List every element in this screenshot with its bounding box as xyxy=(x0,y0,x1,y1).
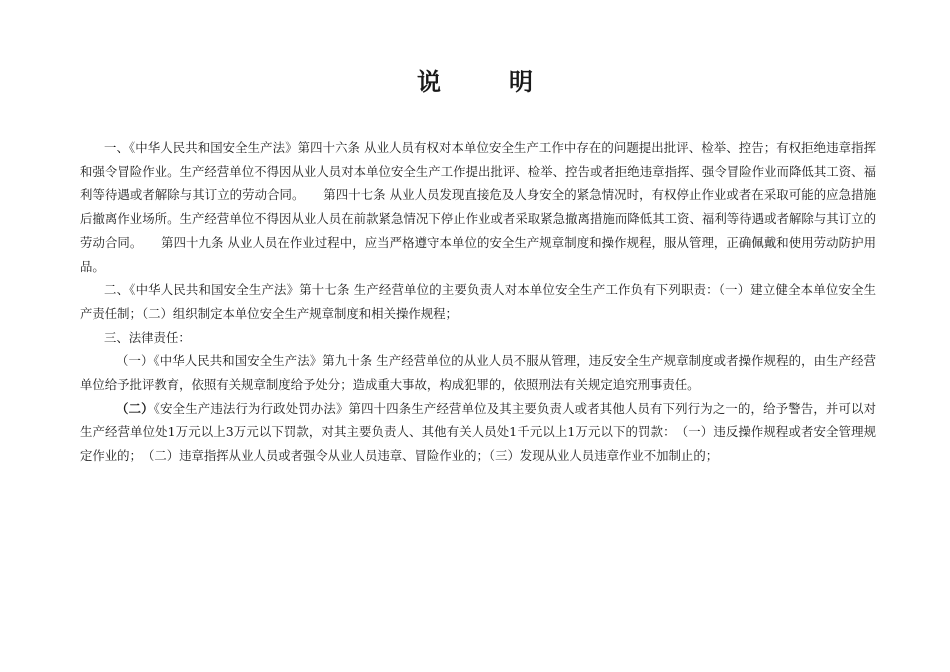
paragraph-legal-liability-heading: 三、法律责任： xyxy=(104,329,191,345)
paragraph-liability-item-1: （一）《中华人民共和国安全生产法》第九十条 生产经营单位的从业人员不服从管理，违反安全生产规章制度或者操作规程的，由生产经营单位给予批评教育，依照有关规章制度给予处分；造成重大事故，构成犯罪的，依照刑法有关规定追究刑事责任。 xyxy=(80,353,876,393)
document-title: 说 明 xyxy=(417,67,555,96)
document-body xyxy=(80,136,876,468)
paragraph-liability-item-2 xyxy=(80,397,876,468)
paragraph-safety-law-article-17: 二、《中华人民共和国安全生产法》第十七条 生产经营单位的主要负责人对本单位安全生产工作负有下列职责：（一）建立健全本单位安全生产责任制；（二）组织制定本单位安全生产规章制度和相关操作规程； xyxy=(80,282,876,321)
liability-item-2-text: 《安全生产违法行为行政处罚办法》第四十四条生产经营单位及其主要负责人或者其他人员有下列行为之一的，给予警告，并可以对生产经营单位处1万元以上3万元以下罚款，对其主要负责人、其他有关人员处1千元以上1万元以下的罚款： （一）违反操作规程或者安全管理规定作业的； （二）违章指挥从业人员或者强令从业人员违章、冒险作业的；（三）发现从业人员违章作业不加制止的； xyxy=(80,400,876,464)
liability-item-2-number: （二） xyxy=(116,400,154,416)
paragraph-safety-law-article-46: 一、《中华人民共和国安全生产法》第四十六条 从业人员有权对本单位安全生产工作中存在的问题提出批评、检举、控告；有权拒绝违章指挥和强令冒险作业。生产经营单位不得因从业人员对本单位安全生产工作提出批评、检举、控告或者拒绝违章指挥、强令冒险作业而降低其工资、福利等待遇或者解除与其订立的劳动合同。 第四十七条 从业人员发现直接危及人身安全的紧急情况时，有权停止作业或者在采取可能的应急措施后撤离作业场所。生产经营单位不得因从业人员在前款紧急情况下停止作业或者采取紧急撤离措施而降低其工资、福利等待遇或者解除与其订立的劳动合同。 第四十九条 从业人员在作业过程中，应当严格遵守本单位的安全生产规章制度和操作规程，服从管理，正确佩戴和使用劳动防护用品。 xyxy=(80,140,876,274)
